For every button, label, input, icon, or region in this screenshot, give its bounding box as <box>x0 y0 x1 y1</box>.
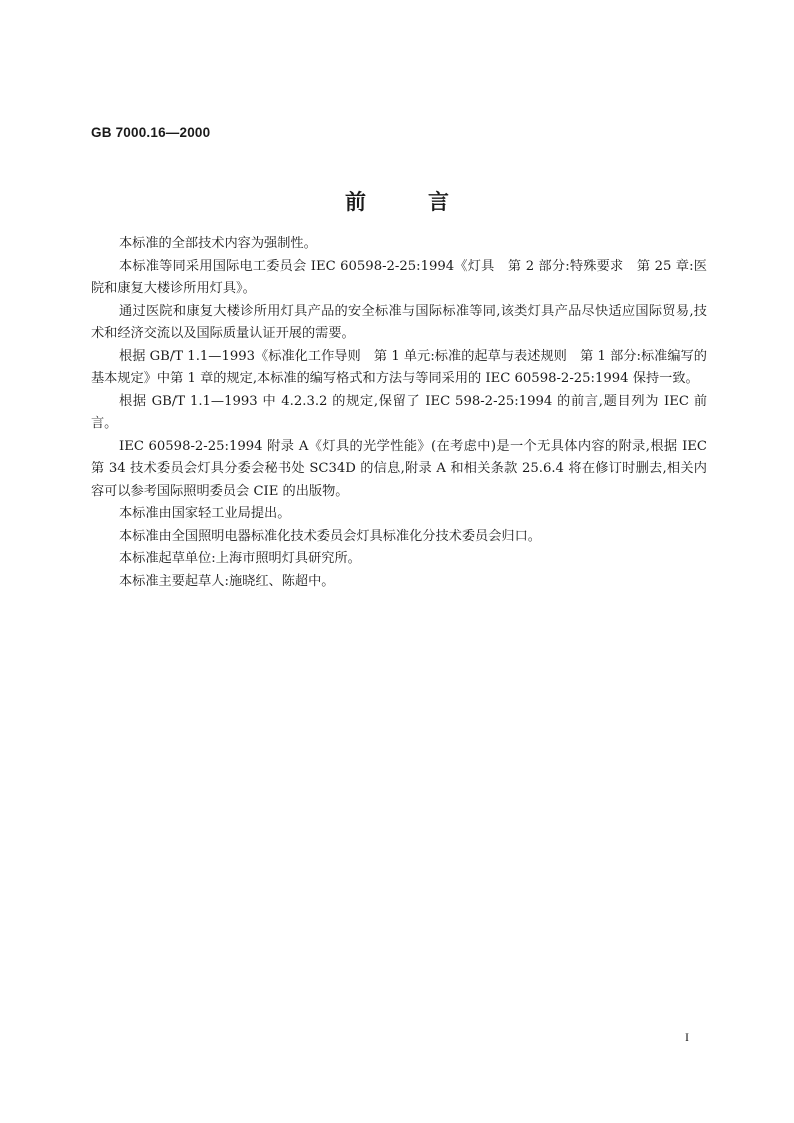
paragraph: 本标准起草单位:上海市照明灯具研究所。 <box>119 551 361 566</box>
paragraph: 根据 GB/T 1.1—1993 中 4.2.3.2 的规定,保留了 IEC 598-2-25:1994 的前言,题目列为 IEC 前言。 <box>91 393 707 431</box>
standard-code: GB 7000.16—2000 <box>91 125 211 140</box>
paragraph: 本标准主要起草人:施晓红、陈超中。 <box>119 573 335 589</box>
paragraph: 本标准等同采用国际电工委员会 IEC 60598-2-25:1994《灯具 第 2 部分:特殊要求 第 25 章:医院和康复大楼诊所用灯具》。 <box>91 258 707 296</box>
page-title: 前言 <box>345 190 511 214</box>
paragraph: 通过医院和康复大楼诊所用灯具产品的安全标准与国际标准等同,该类灯具产品尽快适应国际贸易,技术和经济交流以及国际质量认证开展的需要。 <box>91 303 707 341</box>
paragraph: 本标准由全国照明电器标准化技术委员会灯具标准化分技术委员会归口。 <box>119 528 541 544</box>
paragraph: 本标准由国家轻工业局提出。 <box>119 506 291 521</box>
paragraph: 本标准的全部技术内容为强制性。 <box>119 236 317 251</box>
paragraph: IEC 60598-2-25:1994 附录 A《灯具的光学性能》(在考虑中)是一个无具体内容的附录,根据 IEC 第 34 技术委员会灯具分委会秘书处 SC34D 的信息,附录 A 和相关条款 25.6.4 将在修订时删去,相关内容可以参考国际照明委员会 CIE 的出版物。 <box>91 438 707 499</box>
paragraph: 根据 GB/T 1.1—1993《标准化工作导则 第 1 单元:标准的起草与表述规则 第 1 部分:标准编写的基本规定》中第 1 章的规定,本标准的编写格式和方法与等同采用的 IEC 60598-2-25:1994 保持一致。 <box>91 348 707 386</box>
document-body <box>91 233 707 593</box>
page-number: I <box>685 1030 689 1044</box>
